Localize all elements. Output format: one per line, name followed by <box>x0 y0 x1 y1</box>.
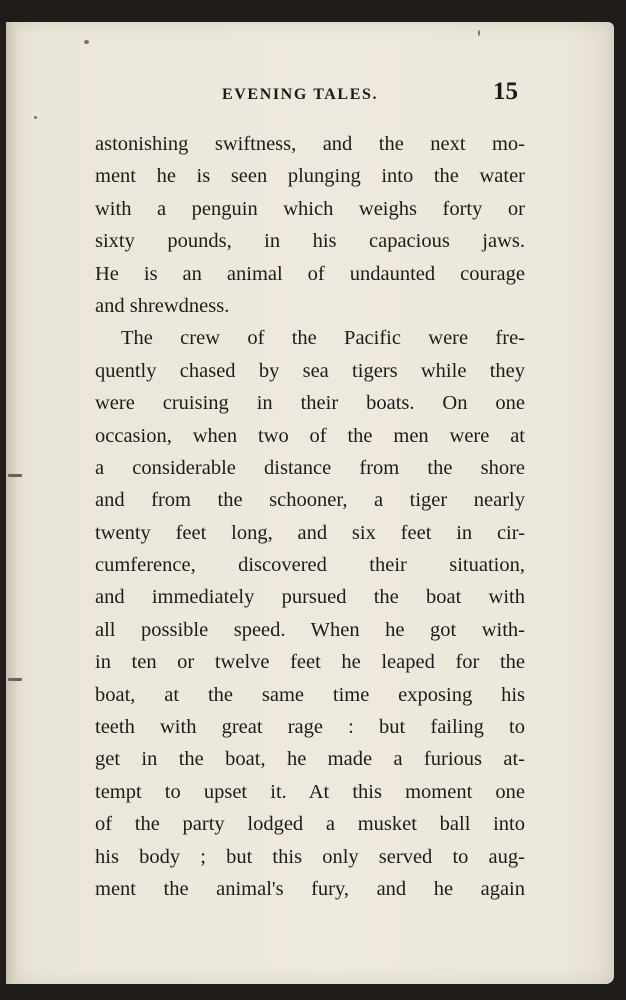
text-line: and shrewdness. <box>95 294 230 317</box>
running-head <box>0 78 626 108</box>
text-line: quently chased by sea tigers while they <box>95 359 525 382</box>
text-line: astonishing swiftness, and the next mo- <box>95 133 525 155</box>
paper-speck <box>34 116 37 119</box>
text-line: ment he is seen plunging into the water <box>95 165 525 188</box>
binding-stitch-mark <box>8 474 22 477</box>
text-line: and from the schooner, a tiger nearly <box>95 489 525 512</box>
paper-speck <box>478 30 480 36</box>
text-line: his body ; but this only served to aug- <box>95 845 525 868</box>
page-gutter <box>6 22 16 984</box>
text-line: cumference, discovered their situation, <box>95 554 525 577</box>
text-line: all possible speed. When he got with- <box>95 618 525 641</box>
text-line: and immediately pursued the boat with <box>95 586 525 609</box>
text-line: ment the animal's fury, and he again <box>95 877 525 900</box>
paragraph-start-line: The crew of the Pacific were fre- <box>121 327 525 350</box>
text-line: a considerable distance from the shore <box>95 456 525 479</box>
binding-stitch-mark <box>8 678 22 681</box>
text-line: with a penguin which weighs forty or <box>95 197 525 220</box>
running-head-title: EVENING TALES. <box>222 86 379 103</box>
text-line: occasion, when two of the men were at <box>95 424 525 447</box>
text-line: teeth with great rage : but failing to <box>95 716 525 739</box>
text-line: in ten or twelve feet he leaped for the <box>95 651 525 674</box>
body-text <box>95 128 525 905</box>
text-line: He is an animal of undaunted courage <box>95 262 525 285</box>
page-number: 15 <box>493 78 518 105</box>
text-line: were cruising in their boats. On one <box>95 392 525 415</box>
text-line: sixty pounds, in his capacious jaws. <box>95 230 525 253</box>
text-line: get in the boat, he made a furious at- <box>95 748 525 771</box>
text-line: tempt to upset it. At this moment one <box>95 780 525 803</box>
paper-speck <box>84 40 89 44</box>
text-line: boat, at the same time exposing his <box>95 683 525 706</box>
text-line: twenty feet long, and six feet in cir- <box>95 521 525 544</box>
text-line: of the party lodged a musket ball into <box>95 813 525 836</box>
